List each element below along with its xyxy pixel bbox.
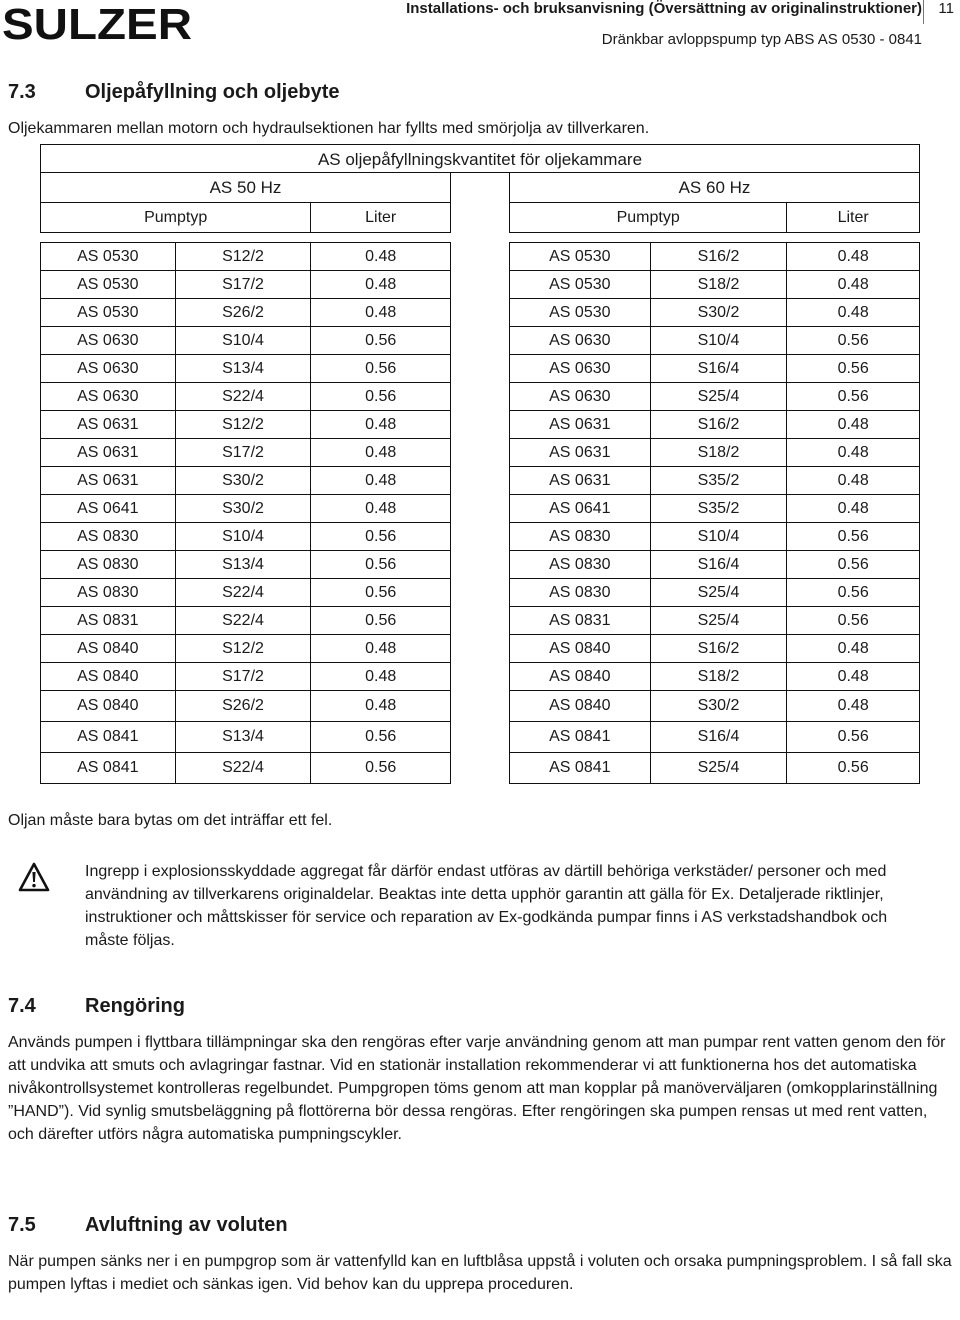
cell-model: AS 0630 (41, 327, 176, 355)
cell-liter: 0.56 (311, 523, 451, 551)
cell-type: S30/2 (650, 299, 787, 327)
cell-type: S12/2 (175, 411, 311, 439)
cell-model: AS 0530 (41, 299, 176, 327)
cell-model: AS 0830 (510, 579, 651, 607)
cell-liter: 0.48 (787, 635, 920, 663)
cell-model: AS 0630 (510, 355, 651, 383)
cell-liter: 0.48 (787, 299, 920, 327)
cell-liter: 0.48 (311, 495, 451, 523)
svg-text:SULZER: SULZER (2, 4, 192, 44)
table-row (41, 753, 451, 784)
cell-type: S10/4 (175, 523, 311, 551)
cell-type: S30/2 (650, 691, 787, 722)
section-7-5-heading (8, 1214, 288, 1237)
cell-liter: 0.48 (787, 411, 920, 439)
cell-model: AS 0831 (510, 607, 651, 635)
cell-liter: 0.56 (787, 327, 920, 355)
cell-type: S35/2 (650, 467, 787, 495)
cell-model: AS 0841 (41, 722, 176, 753)
cell-model: AS 0840 (41, 635, 176, 663)
table-row (41, 691, 451, 722)
cell-type: S13/4 (175, 355, 311, 383)
cell-model: AS 0630 (41, 383, 176, 411)
table-spacer (41, 233, 451, 243)
cell-liter: 0.48 (787, 271, 920, 299)
table-row (510, 551, 920, 579)
cell-type: S16/2 (650, 411, 787, 439)
section-title: Avluftning av voluten (85, 1214, 288, 1236)
table-row (510, 439, 920, 467)
document-title: Installations- och bruksanvisning (Översättning av originalinstruktioner) (406, 0, 922, 17)
cell-model: AS 0841 (41, 753, 176, 784)
table-row (510, 467, 920, 495)
cell-model: AS 0830 (41, 551, 176, 579)
cell-type: S35/2 (650, 495, 787, 523)
table-row (510, 411, 920, 439)
cell-type: S10/4 (650, 327, 787, 355)
cell-type: S10/4 (650, 523, 787, 551)
oil-table-50hz (40, 172, 451, 784)
cell-type: S25/4 (650, 607, 787, 635)
cell-type: S26/2 (175, 299, 311, 327)
header-divider (923, 0, 924, 24)
table-row (510, 327, 920, 355)
table-row (510, 271, 920, 299)
column-header-liter: Liter (787, 203, 920, 233)
cell-model: AS 0630 (510, 383, 651, 411)
document-subtitle: Dränkbar avloppspump typ ABS AS 0530 - 0841 (601, 31, 922, 48)
table-row (41, 579, 451, 607)
cell-type: S22/4 (175, 607, 311, 635)
cell-model: AS 0631 (41, 467, 176, 495)
cell-type: S18/2 (650, 271, 787, 299)
cell-type: S17/2 (175, 271, 311, 299)
cell-type: S12/2 (175, 243, 311, 271)
cell-model: AS 0530 (41, 271, 176, 299)
table-heading-50hz: AS 50 Hz (41, 173, 451, 203)
cell-model: AS 0831 (41, 607, 176, 635)
cell-model: AS 0840 (510, 691, 651, 722)
cell-type: S16/4 (650, 551, 787, 579)
table-row (510, 383, 920, 411)
cell-liter: 0.56 (311, 753, 451, 784)
table-row (41, 299, 451, 327)
section-7-5-body: När pumpen sänks ner i en pumpgrop som är vattenfylld kan en luftblåsa uppstå i voluten och orsaka pumpningsproblem. I så fall ska pumpen lyftas i mediet och sänkas igen. Vid behov kan du upprepa proceduren. (8, 1253, 952, 1293)
cell-liter: 0.56 (787, 355, 920, 383)
table-row (41, 439, 451, 467)
cell-model: AS 0840 (510, 663, 651, 691)
table-row (41, 355, 451, 383)
cell-liter: 0.48 (787, 663, 920, 691)
cell-liter: 0.56 (787, 579, 920, 607)
table-row (510, 243, 920, 271)
oil-change-note: Oljan måste bara bytas om det inträffar ett fel. (8, 812, 333, 829)
cell-model: AS 0840 (41, 691, 176, 722)
table-row (41, 722, 451, 753)
cell-liter: 0.48 (311, 411, 451, 439)
table-row (41, 635, 451, 663)
cell-liter: 0.48 (311, 467, 451, 495)
cell-type: S26/2 (175, 691, 311, 722)
table-row (510, 691, 920, 722)
cell-liter: 0.48 (311, 663, 451, 691)
cell-type: S30/2 (175, 495, 311, 523)
cell-type: S10/4 (175, 327, 311, 355)
oil-table-60hz (509, 172, 920, 784)
cell-model: AS 0830 (41, 579, 176, 607)
table-row (41, 383, 451, 411)
table-row (510, 635, 920, 663)
cell-type: S16/4 (650, 355, 787, 383)
table-row (41, 551, 451, 579)
cell-model: AS 0630 (41, 355, 176, 383)
section-7-4-heading (8, 995, 185, 1018)
cell-type: S30/2 (175, 467, 311, 495)
cell-liter: 0.56 (787, 722, 920, 753)
column-header-pumptyp: Pumptyp (510, 203, 787, 233)
cell-liter: 0.56 (311, 607, 451, 635)
table-row (510, 663, 920, 691)
sulzer-logo (2, 4, 194, 44)
cell-type: S13/4 (175, 722, 311, 753)
table-row (41, 271, 451, 299)
cell-model: AS 0631 (41, 439, 176, 467)
cell-model: AS 0631 (510, 439, 651, 467)
cell-liter: 0.48 (311, 439, 451, 467)
cell-type: S13/4 (175, 551, 311, 579)
cell-model: AS 0530 (510, 243, 651, 271)
column-header-liter: Liter (311, 203, 451, 233)
cell-liter: 0.56 (311, 383, 451, 411)
cell-type: S16/2 (650, 635, 787, 663)
cell-model: AS 0530 (510, 271, 651, 299)
cell-model: AS 0530 (41, 243, 176, 271)
table-heading-60hz: AS 60 Hz (510, 173, 920, 203)
cell-liter: 0.48 (787, 691, 920, 722)
cell-liter: 0.48 (311, 635, 451, 663)
cell-model: AS 0840 (510, 635, 651, 663)
table-row (41, 663, 451, 691)
cell-type: S22/4 (175, 753, 311, 784)
section-title: Oljepåfyllning och oljebyte (85, 81, 340, 103)
table-row (41, 523, 451, 551)
cell-type: S22/4 (175, 383, 311, 411)
cell-type: S16/4 (650, 722, 787, 753)
table-row (41, 411, 451, 439)
cell-model: AS 0631 (41, 411, 176, 439)
cell-model: AS 0630 (510, 327, 651, 355)
cell-liter: 0.56 (787, 607, 920, 635)
cell-liter: 0.56 (311, 355, 451, 383)
table-row (41, 607, 451, 635)
section-number: 7.5 (8, 1214, 36, 1236)
cell-liter: 0.48 (311, 243, 451, 271)
cell-model: AS 0641 (41, 495, 176, 523)
cell-model: AS 0530 (510, 299, 651, 327)
cell-liter: 0.56 (311, 551, 451, 579)
cell-liter: 0.56 (787, 753, 920, 784)
table-row (510, 355, 920, 383)
cell-liter: 0.56 (787, 383, 920, 411)
section-7-3-heading (8, 81, 339, 104)
oil-table-title: AS oljepåfyllningskvantitet för oljekammare (40, 144, 920, 173)
table-row (510, 753, 920, 784)
cell-model: AS 0830 (510, 551, 651, 579)
cell-type: S22/4 (175, 579, 311, 607)
cell-liter: 0.48 (311, 271, 451, 299)
cell-liter: 0.48 (787, 467, 920, 495)
cell-model: AS 0830 (510, 523, 651, 551)
cell-model: AS 0641 (510, 495, 651, 523)
cell-model: AS 0631 (510, 467, 651, 495)
cell-liter: 0.56 (787, 523, 920, 551)
cell-type: S25/4 (650, 579, 787, 607)
cell-liter: 0.48 (787, 243, 920, 271)
table-row (510, 607, 920, 635)
section-number: 7.4 (8, 995, 36, 1017)
cell-type: S18/2 (650, 663, 787, 691)
cell-type: S25/4 (650, 383, 787, 411)
cell-type: S12/2 (175, 635, 311, 663)
section-7-3-intro: Oljekammaren mellan motorn och hydraulsektionen har fyllts med smörjolja av tillverkaren. (8, 120, 650, 137)
section-number: 7.3 (8, 81, 36, 103)
column-header-pumptyp: Pumptyp (41, 203, 311, 233)
warning-text: Ingrepp i explosionsskyddade aggregat får därför endast utföras av därtill behöriga verkstäder/ personer och med användning av tillverkarens originaldelar. Beaktas inte detta upphör garantin att gälla för Ex. Detaljerade riktlinjer, instruktioner och måttskisser för service och reparation av Ex-godkända pumpar finns i AS verkstadshandbok och måste följas. (85, 863, 888, 949)
table-row (510, 495, 920, 523)
table-row (510, 579, 920, 607)
table-row (510, 523, 920, 551)
cell-liter: 0.56 (311, 579, 451, 607)
cell-liter: 0.56 (787, 551, 920, 579)
table-spacer (510, 233, 920, 243)
cell-model: AS 0841 (510, 753, 651, 784)
table-row (510, 722, 920, 753)
cell-type: S16/2 (650, 243, 787, 271)
section-7-4-body: Används pumpen i flyttbara tillämpningar ska den rengöras efter varje användning genom att man pumpar rent vatten genom den för att undvika att smuts och avlagringar fastnar. Vid en stationär installation rekommenderar vi att funktionerna hos det automatiska nivåkontrollsystemet kontrolleras regelbundet. Pumpgropen töms genom att man kopplar på manöverväljaren (omkopplarinställning ”HAND”). Vid synlig smutsbeläggning på flottörerna bör dessa rengöras. Efter rengöringen ska pumpen rensas ut med rent vatten, och därefter utförs några automatiska pumpningscykler. (8, 1034, 946, 1143)
cell-type: S17/2 (175, 663, 311, 691)
cell-model: AS 0840 (41, 663, 176, 691)
cell-liter: 0.48 (787, 439, 920, 467)
table-row (41, 495, 451, 523)
cell-model: AS 0631 (510, 411, 651, 439)
section-title: Rengöring (85, 995, 185, 1017)
cell-liter: 0.56 (311, 327, 451, 355)
cell-type: S17/2 (175, 439, 311, 467)
cell-liter: 0.48 (311, 691, 451, 722)
cell-liter: 0.48 (787, 495, 920, 523)
cell-model: AS 0841 (510, 722, 651, 753)
warning-triangle-icon (18, 862, 50, 892)
page-number: 11 (938, 0, 954, 17)
table-row (510, 299, 920, 327)
cell-type: S25/4 (650, 753, 787, 784)
cell-type: S18/2 (650, 439, 787, 467)
table-row (41, 327, 451, 355)
cell-liter: 0.48 (311, 299, 451, 327)
table-row (41, 467, 451, 495)
cell-liter: 0.56 (311, 722, 451, 753)
table-row (41, 243, 451, 271)
cell-model: AS 0830 (41, 523, 176, 551)
